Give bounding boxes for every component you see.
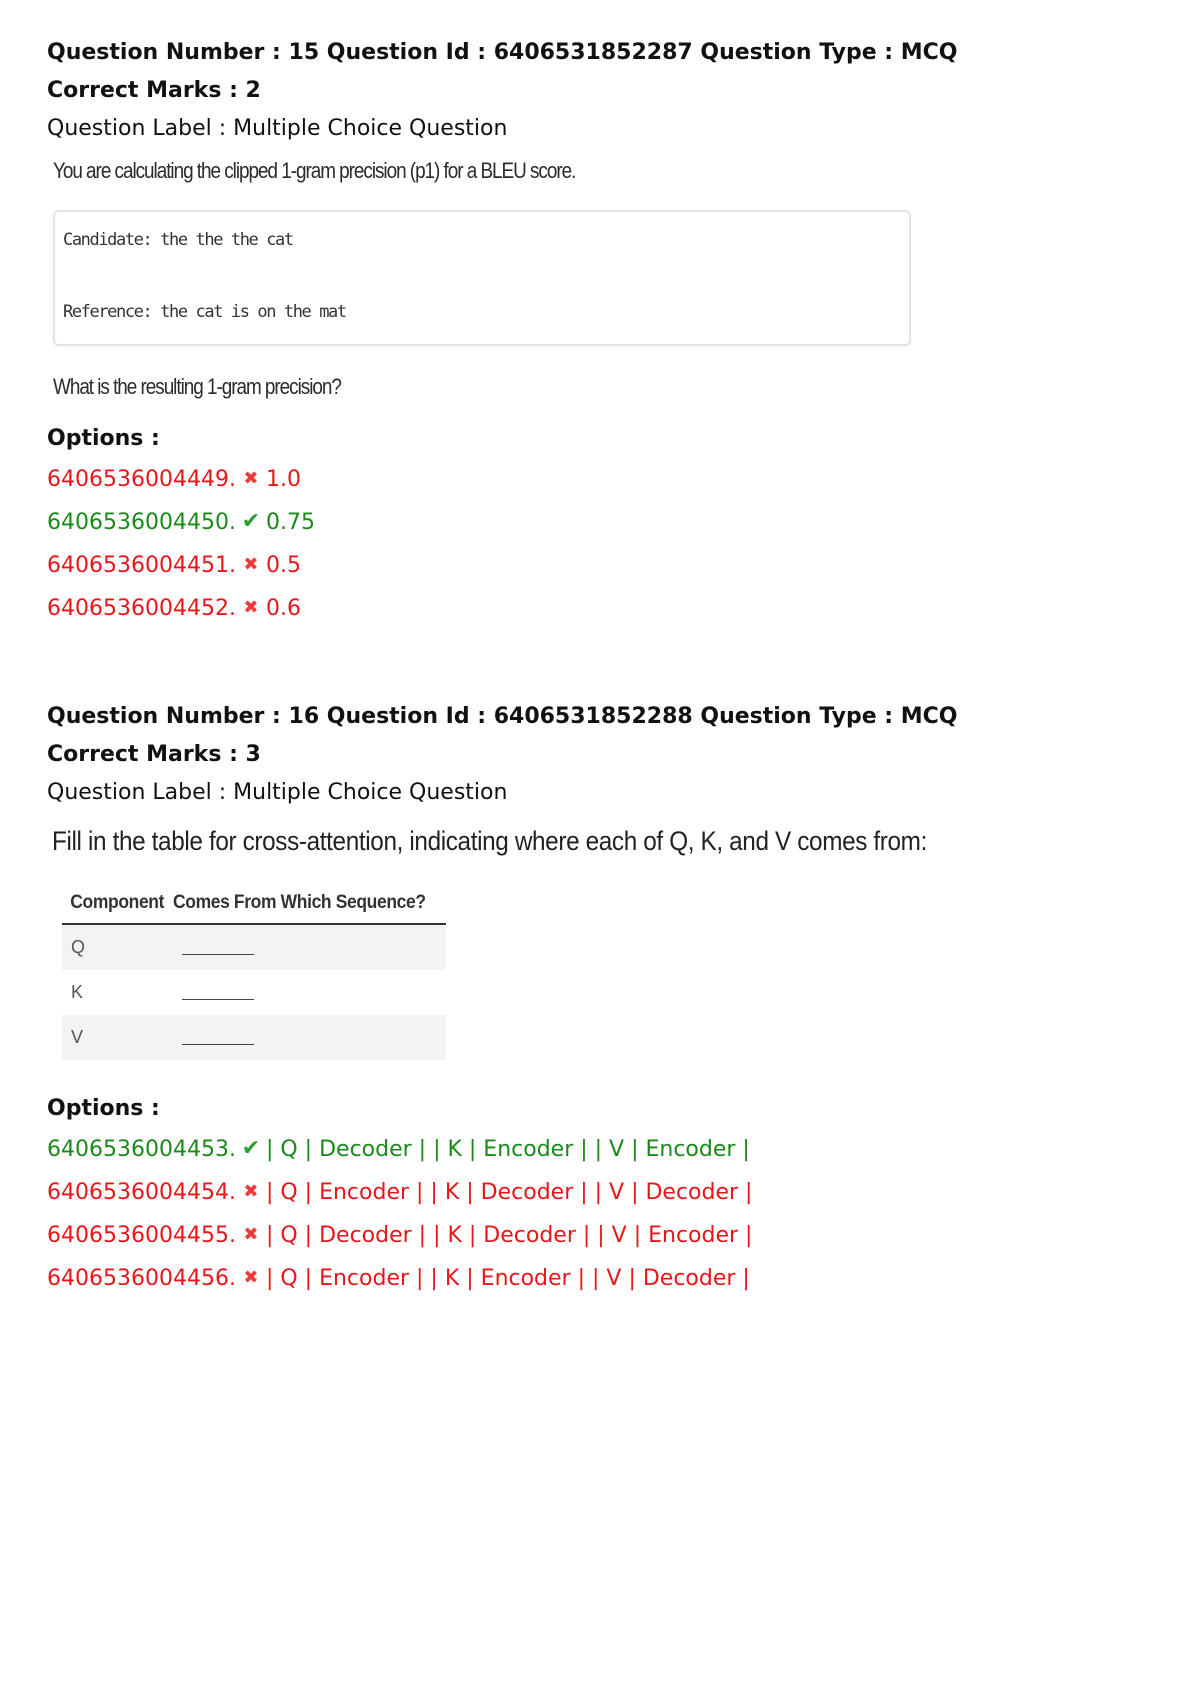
row-component: K [71, 982, 84, 1002]
table-row [62, 925, 446, 970]
option-row [47, 587, 947, 630]
option-id: 6406536004454. [47, 1180, 236, 1205]
option-row [47, 1257, 947, 1300]
option-text: 0.5 [265, 553, 301, 578]
options-list [47, 458, 947, 630]
table-header [62, 883, 446, 925]
option-id: 6406536004449. [47, 467, 236, 492]
component-table [62, 883, 446, 1060]
options-title: Options : [47, 426, 160, 451]
option-text: 0.75 [265, 510, 315, 535]
option-id: 6406536004456. [47, 1266, 236, 1291]
question-meta-line: Question Number : 15 Question Id : 6406531852287 Question Type : MCQ [47, 40, 958, 65]
code-candidate-line: Candidate: the the the cat [63, 230, 293, 250]
option-row [47, 458, 947, 501]
code-block [53, 210, 911, 346]
correct-marks: Correct Marks : 3 [47, 742, 261, 767]
table-row [62, 1015, 446, 1060]
option-row [47, 544, 947, 587]
question-stem: Fill in the table for cross-attention, indicating where each of Q, K, and V comes from: [52, 826, 927, 856]
row-component: Q [71, 937, 86, 957]
answer-blank [182, 985, 254, 1000]
option-id: 6406536004453. [47, 1137, 236, 1162]
option-row [47, 1214, 947, 1257]
option-id: 6406536004452. [47, 596, 236, 621]
header-sequence: Comes From Which Sequence? [172, 892, 426, 913]
option-row [47, 1171, 947, 1214]
question-prompt: What is the resulting 1-gram precision? [53, 374, 341, 399]
option-row [47, 501, 947, 544]
option-text: 1.0 [265, 467, 301, 492]
correct-marks: Correct Marks : 2 [47, 78, 261, 103]
options-title: Options : [47, 1096, 160, 1121]
option-text: | Q | Decoder | | K | Encoder | | V | Encoder | [265, 1137, 750, 1162]
answer-blank [182, 940, 254, 955]
cross-icon: ✖ [243, 1181, 259, 1202]
option-id: 6406536004455. [47, 1223, 236, 1248]
code-reference-line: Reference: the cat is on the mat [63, 302, 346, 322]
options-list [47, 1128, 947, 1300]
option-text: | Q | Decoder | | K | Decoder | | V | Encoder | [265, 1223, 753, 1248]
check-icon: ✔ [241, 1136, 261, 1161]
question-meta-line: Question Number : 16 Question Id : 6406531852288 Question Type : MCQ [47, 704, 958, 729]
cross-icon: ✖ [243, 554, 259, 575]
cross-icon: ✖ [243, 468, 259, 489]
table-row [62, 970, 446, 1015]
option-text: 0.6 [265, 596, 301, 621]
option-id: 6406536004451. [47, 553, 236, 578]
question-label: Question Label : Multiple Choice Question [47, 780, 508, 805]
row-component: V [71, 1027, 84, 1047]
option-row [47, 1128, 947, 1171]
cross-icon: ✖ [243, 1267, 259, 1288]
question-label: Question Label : Multiple Choice Question [47, 116, 508, 141]
cross-icon: ✖ [243, 597, 259, 618]
header-component: Component [70, 892, 165, 913]
question-16 [47, 698, 958, 1300]
check-icon: ✔ [241, 509, 261, 534]
answer-blank [182, 1030, 254, 1045]
question-stem: You are calculating the clipped 1-gram precision (p1) for a BLEU score. [53, 158, 576, 183]
option-text: | Q | Encoder | | K | Decoder | | V | Decoder | [265, 1180, 753, 1205]
cross-icon: ✖ [243, 1224, 259, 1245]
question-15 [47, 34, 958, 630]
option-text: | Q | Encoder | | K | Encoder | | V | Decoder | [265, 1266, 750, 1291]
option-id: 6406536004450. [47, 510, 236, 535]
